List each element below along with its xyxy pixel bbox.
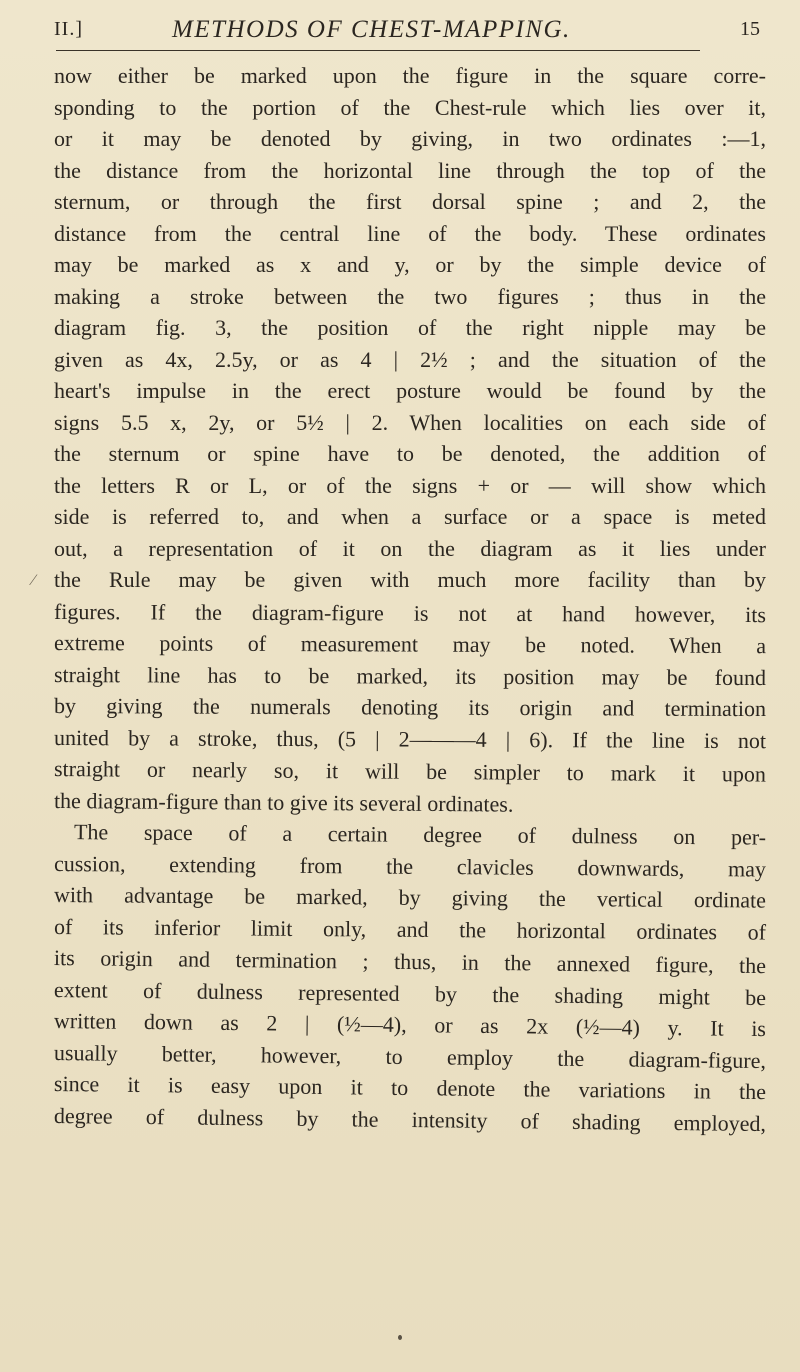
running-title: METHODS OF CHEST-MAPPING. xyxy=(172,16,571,43)
text-line: with advantage be marked, by giving the vertical ordinate xyxy=(53,882,767,913)
margin-mark: ⁄ xyxy=(32,572,35,589)
text-line: signs 5.5 x, 2y, or 5½ | 2. When localities on each side of xyxy=(54,409,766,435)
text-line: united by a stroke, thus, (5 | 2———4 | 6). If the line is not xyxy=(53,724,767,753)
text-line: usually better, however, to employ the diagram-figure, xyxy=(53,1039,767,1073)
text-line: diagram fig. 3, the position of the right nipple may be xyxy=(54,315,766,340)
text-line: The space of a certain degree of dulness on per- xyxy=(73,819,767,850)
text-line: written down as 2 | (½—4), or as 2x (½—4) y. It is xyxy=(53,1008,767,1042)
text-line: out, a representation of it on the diagram as it lies under xyxy=(54,535,766,561)
chapter-number: II.] xyxy=(54,18,83,40)
text-line: of its inferior limit only, and the horizontal ordinates of xyxy=(53,913,767,945)
text-line: the distance from the horizontal line through the top of the xyxy=(54,157,766,183)
text-line: distance from the central line of the body. These ordinates xyxy=(54,220,766,246)
ink-speck xyxy=(398,1335,402,1340)
text-line: straight or nearly so, it will be simpler to mark it upon xyxy=(53,756,767,787)
text-line: side is referred to, and when a surface or a space is meted xyxy=(54,504,766,529)
header-rule xyxy=(56,50,700,51)
text-line: by giving the numerals denoting its origin and termination xyxy=(53,693,767,722)
text-line: degree of dulness by the intensity of shading employed, xyxy=(53,1102,767,1136)
text-line: extreme points of measurement may be noted. When a xyxy=(53,630,767,659)
text-line: the letters R or L, or of the signs + or — will show which xyxy=(54,472,766,498)
body-text xyxy=(53,60,767,1136)
text-line: may be marked as x and y, or by the simple device of xyxy=(54,252,766,277)
text-line: straight line has to be marked, its position may be found xyxy=(53,661,767,690)
text-line: now either be marked upon the figure in the square corre- xyxy=(54,63,766,88)
text-line: given as 4x, 2.5y, or as 4 | 2½ ; and the situation of the xyxy=(54,346,766,372)
text-line: the Rule may be given with much more facility than by xyxy=(54,567,766,592)
text-line: its origin and termination ; thus, in the annexed figure, the xyxy=(53,945,767,979)
text-line: the diagram-figure than to give its several ordinates. xyxy=(53,787,514,817)
text-line: extent of dulness represented by the shading might be xyxy=(53,976,767,1010)
text-line: figures. If the diagram-figure is not at hand however, its xyxy=(53,598,767,627)
text-line: since it is easy upon it to denote the variations in the xyxy=(53,1071,767,1105)
text-line: or it may be denoted by giving, in two ordinates :—1, xyxy=(54,126,766,151)
text-line: the sternum or spine have to be denoted, the addition of xyxy=(54,441,766,466)
text-line: making a stroke between the two figures ; thus in the xyxy=(54,283,766,309)
text-line: sponding to the portion of the Chest-rule which lies over it, xyxy=(54,94,766,120)
page-number: 15 xyxy=(740,18,760,40)
text-line: heart's impulse in the erect posture would be found by the xyxy=(54,378,766,403)
text-line: sternum, or through the first dorsal spine ; and 2, the xyxy=(54,189,766,214)
running-head xyxy=(54,8,770,48)
text-line: cussion, extending from the clavicles downwards, may xyxy=(53,850,767,882)
